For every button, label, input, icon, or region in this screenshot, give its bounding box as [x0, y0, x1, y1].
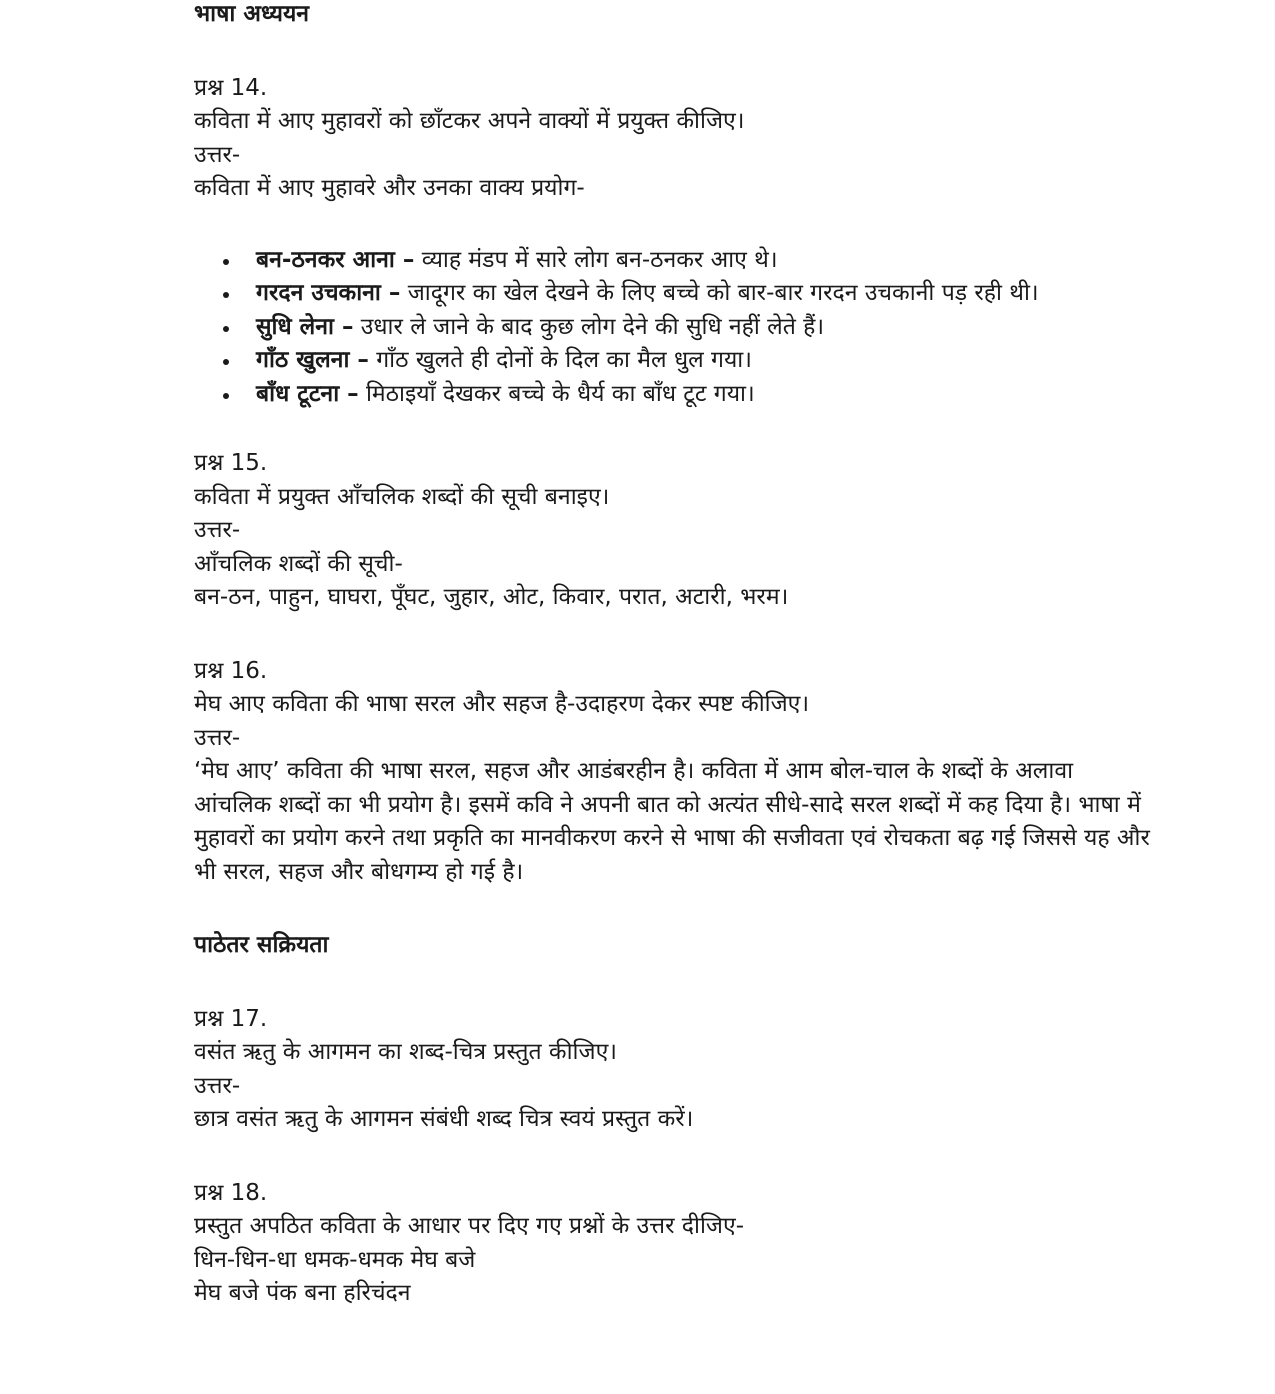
- question-block-16: [194, 655, 1154, 890]
- question-text: कविता में आए मुहावरों को छाँटकर अपने वाक्यों में प्रयुक्त कीजिए।: [194, 108, 745, 134]
- idiom-term: सुधि लेना –: [256, 313, 354, 340]
- answer-paragraph: ‘मेघ आए’ कविता की भाषा सरल, सहज और आडंबरहीन है। कविता में आम बोल-चाल के शब्दों के अलावा आंचलिक शब्दों का भी प्रयोग है। इसमें कवि ने अपनी बात को अत्यंत सीधे-सादे सरल शब्दों में कह दिया है। भाषा में मुहावरों का प्रयोग करने तथा प्रकृति का मानवीकरण करने से भाषा की सजीवता एवं रोचकता बढ़ गई जिससे यह और भी सरल, सहज और बोधगम्य हो गई है।: [194, 758, 1150, 885]
- answer-label: उत्तर-: [194, 1072, 241, 1099]
- list-item: [256, 244, 1154, 278]
- question-block-14: [194, 72, 1154, 412]
- idiom-sentence: व्याह मंडप में सारे लोग बन-ठनकर आए थे।: [414, 246, 778, 273]
- idiom-list: [194, 244, 1154, 412]
- question-number: प्रश्न 18.: [194, 1179, 268, 1206]
- question-block-15: [194, 447, 1154, 615]
- list-item: [256, 344, 1154, 378]
- list-item: [256, 277, 1136, 311]
- question-number: प्रश्न 14.: [194, 74, 268, 101]
- question-number: प्रश्न 16.: [194, 657, 268, 684]
- question-number: प्रश्न 15.: [194, 450, 268, 476]
- section-heading-extra-activity: पाठेतर सक्रियता: [194, 932, 329, 958]
- section-heading-language-study: भाषा अध्ययन: [194, 1, 310, 27]
- question-number: प्रश्न 17.: [194, 1005, 268, 1032]
- idiom-sentence: जादूगर का खेल देखने के लिए बच्चे को बार-बार गरदन उचकानी पड़ रही थी।: [400, 280, 1039, 306]
- question-text: मेघ आए कविता की भाषा सरल और सहज है-उदाहरण देकर स्पष्ट कीजिए।: [194, 691, 810, 717]
- poem-line: मेघ बजे पंक बना हरिचंदन: [194, 1280, 411, 1306]
- document-page: [194, 0, 1154, 1311]
- idiom-sentence: गाँठ खुलते ही दोनों के दिल का मैल धुल गया।: [368, 347, 752, 373]
- answer-intro: कविता में आए मुहावरे और उनका वाक्य प्रयोग-: [194, 175, 585, 201]
- answer-label: उत्तर-: [194, 141, 241, 168]
- answer-label: उत्तर-: [194, 517, 241, 543]
- idiom-sentence: मिठाइयाँ देखकर बच्चे के धैर्य का बाँध टूट गया।: [358, 380, 755, 407]
- poem-line: धिन-धिन-धा धमक-धमक मेघ बजे: [194, 1246, 476, 1273]
- answer-intro: आँचलिक शब्दों की सूची-: [194, 550, 403, 577]
- idiom-sentence: उधार ले जाने के बाद कुछ लोग देने की सुधि नहीं लेते हैं।: [353, 313, 825, 340]
- question-text: कविता में प्रयुक्त आँचलिक शब्दों की सूची बनाइए।: [194, 483, 610, 510]
- idiom-term: बाँध टूटना –: [256, 380, 359, 407]
- list-item: [256, 378, 1154, 412]
- question-text: वसंत ऋतु के आगमन का शब्द-चित्र प्रस्तुत कीजिए।: [194, 1039, 618, 1065]
- regional-word-list: बन-ठन, पाहुन, घाघरा, पूँघट, जुहार, ओट, किवार, परात, अटारी, भरम।: [194, 584, 789, 610]
- idiom-term: बन-ठनकर आना –: [256, 246, 415, 273]
- question-text: प्रस्तुत अपठित कविता के आधार पर दिए गए प्रश्नों के उत्तर दीजिए-: [194, 1213, 745, 1239]
- question-block-18: [194, 1177, 1154, 1311]
- question-block-17: [194, 1003, 1154, 1137]
- idiom-term: गरदन उचकाना –: [256, 280, 401, 306]
- list-item: [256, 311, 1154, 345]
- answer-label: उत्तर-: [194, 724, 241, 751]
- idiom-term: गाँठ खुलना –: [256, 347, 369, 373]
- answer-text: छात्र वसंत ऋतु के आगमन संबंधी शब्द चित्र स्वयं प्रस्तुत करें।: [194, 1106, 694, 1132]
